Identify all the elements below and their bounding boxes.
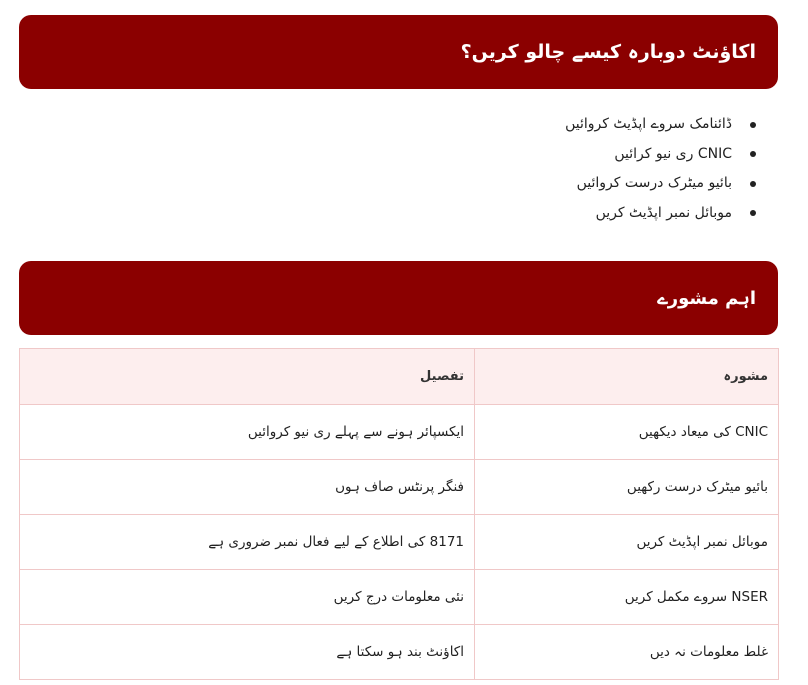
table-cell-tip: NSER سروے مکمل کریں xyxy=(475,570,779,625)
list-item xyxy=(565,169,756,199)
column-header-detail: تفصیل xyxy=(20,349,475,405)
table-row xyxy=(20,460,779,515)
table-cell-detail: اکاؤنٹ بند ہو سکتا ہے xyxy=(20,625,475,680)
table-row xyxy=(20,625,779,680)
bullet-icon xyxy=(750,210,756,216)
table-row xyxy=(20,515,779,570)
list-item xyxy=(565,199,756,229)
table-cell-detail: 8171 کی اطلاع کے لیے فعال نمبر ضروری ہے xyxy=(20,515,475,570)
table-cell-tip: بائیو میٹرک درست رکھیں xyxy=(475,460,779,515)
list-item-text: ڈائنامک سروے اپڈیٹ کروائیں xyxy=(565,116,732,132)
reactivation-steps-list xyxy=(565,110,756,228)
table-header-row xyxy=(20,349,779,405)
list-item-text: موبائل نمبر اپڈیٹ کریں xyxy=(595,204,732,221)
section-heading-reactivate xyxy=(19,15,778,89)
table-cell-tip: موبائل نمبر اپڈیٹ کریں xyxy=(475,515,779,570)
table-cell-detail: فنگر پرنٹس صاف ہوں xyxy=(20,460,475,515)
column-header-tip: مشورہ xyxy=(475,349,779,405)
table-cell-tip: غلط معلومات نہ دیں xyxy=(475,625,779,680)
section-heading-tips xyxy=(19,261,778,335)
table-cell-tip: CNIC کی میعاد دیکھیں xyxy=(475,405,779,460)
bullet-icon xyxy=(750,181,756,187)
table-cell-detail: نئی معلومات درج کریں xyxy=(20,570,475,625)
list-item xyxy=(565,140,756,170)
tips-table xyxy=(19,348,779,680)
bullet-icon xyxy=(750,151,756,157)
list-item-text: CNIC ری نیو کرائیں xyxy=(614,145,732,162)
list-item-text: بائیو میٹرک درست کروائیں xyxy=(576,175,732,191)
section-heading-text: اکاؤنٹ دوبارہ کیسے چالو کریں؟ xyxy=(460,41,756,63)
section-heading-text: اہم مشورے xyxy=(657,287,756,309)
list-item xyxy=(565,110,756,140)
table-row xyxy=(20,405,779,460)
bullet-icon xyxy=(750,122,756,128)
table-cell-detail: ایکسپائر ہونے سے پہلے ری نیو کروائیں xyxy=(20,405,475,460)
table-row xyxy=(20,570,779,625)
